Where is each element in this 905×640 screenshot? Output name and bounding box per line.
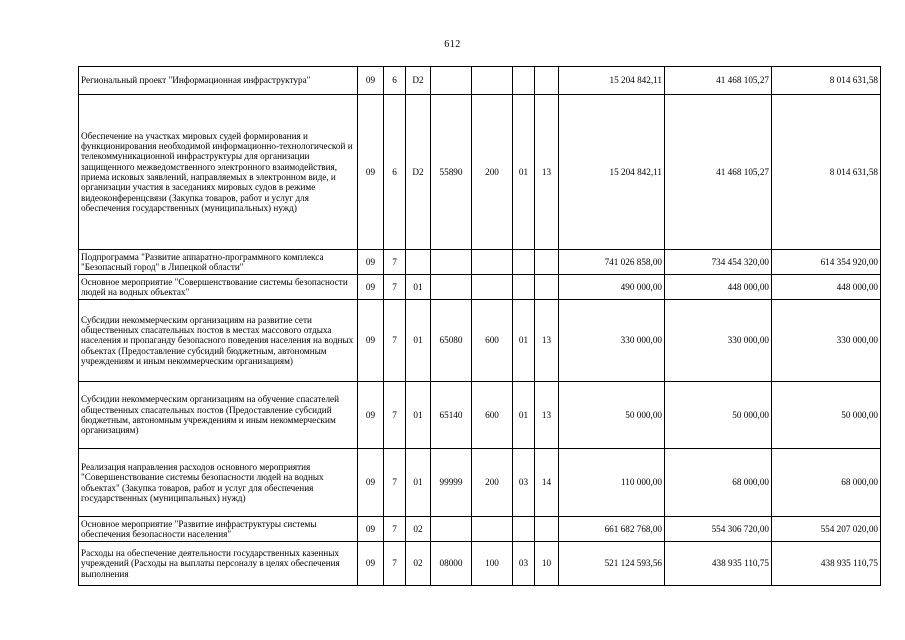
code-rz <box>513 67 535 95</box>
code-pr <box>535 250 559 275</box>
code-om: 01 <box>406 275 431 300</box>
amount-year1: 15 204 842,11 <box>559 67 665 95</box>
code-direction <box>431 250 472 275</box>
table-row <box>79 95 881 250</box>
code-vr: 200 <box>472 449 513 517</box>
amount-year1: 330 000,00 <box>559 300 665 382</box>
code-pp: 7 <box>384 517 406 542</box>
code-pp: 7 <box>384 300 406 382</box>
code-pr <box>535 517 559 542</box>
table-body <box>79 67 881 586</box>
code-om: D2 <box>406 95 431 250</box>
table-row <box>79 250 881 275</box>
amount-year1: 521 124 593,56 <box>559 542 665 586</box>
code-rz: 01 <box>513 382 535 449</box>
amount-year3: 68 000,00 <box>772 449 881 517</box>
amount-year2: 330 000,00 <box>665 300 772 382</box>
code-gp: 09 <box>358 95 384 250</box>
code-gp: 09 <box>358 67 384 95</box>
code-vr: 200 <box>472 95 513 250</box>
amount-year2: 554 306 720,00 <box>665 517 772 542</box>
code-gp: 09 <box>358 382 384 449</box>
code-pp: 7 <box>384 250 406 275</box>
code-pp: 7 <box>384 382 406 449</box>
code-vr <box>472 67 513 95</box>
amount-year3: 438 935 110,75 <box>772 542 881 586</box>
page-number: 612 <box>444 39 461 50</box>
code-gp: 09 <box>358 517 384 542</box>
code-om: 01 <box>406 382 431 449</box>
code-om: D2 <box>406 67 431 95</box>
code-pr <box>535 275 559 300</box>
amount-year1: 490 000,00 <box>559 275 665 300</box>
code-pr: 14 <box>535 449 559 517</box>
row-name: Субсидии некоммерческим организациям на развитие сети общественных спасательных постов в местах массового отдыха населения и пропаганду безопасного поведения населения на водных объектах (Предоставление субсидий бюджетным, автономным учреждениям и иным некоммерческим организациям) <box>79 300 358 382</box>
table-row <box>79 275 881 300</box>
code-vr <box>472 275 513 300</box>
code-rz: 01 <box>513 95 535 250</box>
code-direction: 65140 <box>431 382 472 449</box>
amount-year3: 8 014 631,58 <box>772 95 881 250</box>
code-pr: 13 <box>535 382 559 449</box>
row-name: Обеспечение на участках мировых судей формирования и функционирования необходимой информационно-технологической и телекоммуникационной инфраструктуры для организации защищенного межведомственного электронного взаимодействия, приема исковых заявлений, направляемых в электронном виде, и организации участия в заседаниях мировых судов в режиме видеоконференцсвязи (Закупка товаров, работ и услуг для обеспечения государственных (муниципальных) нужд) <box>79 95 358 250</box>
code-direction: 08000 <box>431 542 472 586</box>
code-rz <box>513 250 535 275</box>
table-row <box>79 300 881 382</box>
code-pr: 13 <box>535 300 559 382</box>
row-name: Субсидии некоммерческим организациям на обучение спасателей общественных спасательных постов (Предоставление субсидий бюджетным, автономным учреждениям и иным некоммерческим организациям) <box>79 382 358 449</box>
code-gp: 09 <box>358 250 384 275</box>
code-vr: 600 <box>472 300 513 382</box>
amount-year2: 41 468 105,27 <box>665 95 772 250</box>
table-row <box>79 67 881 95</box>
row-name: Основное мероприятие "Совершенствование системы безопасности людей на водных объектах" <box>79 275 358 300</box>
amount-year2: 68 000,00 <box>665 449 772 517</box>
amount-year3: 614 354 920,00 <box>772 250 881 275</box>
code-direction: 99999 <box>431 449 472 517</box>
budget-table <box>78 66 881 586</box>
code-pp: 7 <box>384 542 406 586</box>
code-gp: 09 <box>358 542 384 586</box>
amount-year2: 448 000,00 <box>665 275 772 300</box>
amount-year3: 330 000,00 <box>772 300 881 382</box>
amount-year3: 448 000,00 <box>772 275 881 300</box>
code-om: 01 <box>406 300 431 382</box>
amount-year2: 734 454 320,00 <box>665 250 772 275</box>
table-row <box>79 382 881 449</box>
amount-year1: 661 682 768,00 <box>559 517 665 542</box>
row-name: Региональный проект "Информационная инфраструктура" <box>79 67 358 95</box>
amount-year1: 110 000,00 <box>559 449 665 517</box>
code-gp: 09 <box>358 449 384 517</box>
code-rz: 03 <box>513 449 535 517</box>
amount-year3: 554 207 020,00 <box>772 517 881 542</box>
amount-year2: 50 000,00 <box>665 382 772 449</box>
code-direction <box>431 67 472 95</box>
code-om: 01 <box>406 449 431 517</box>
code-rz <box>513 517 535 542</box>
code-direction <box>431 517 472 542</box>
code-vr: 100 <box>472 542 513 586</box>
code-pp: 7 <box>384 275 406 300</box>
code-om: 02 <box>406 517 431 542</box>
code-gp: 09 <box>358 275 384 300</box>
table-row <box>79 542 881 586</box>
code-vr <box>472 250 513 275</box>
amount-year1: 50 000,00 <box>559 382 665 449</box>
code-gp: 09 <box>358 300 384 382</box>
code-pp: 6 <box>384 67 406 95</box>
table-row <box>79 449 881 517</box>
amount-year3: 50 000,00 <box>772 382 881 449</box>
code-pr: 10 <box>535 542 559 586</box>
amount-year1: 741 026 858,00 <box>559 250 665 275</box>
amount-year1: 15 204 842,11 <box>559 95 665 250</box>
code-direction: 65080 <box>431 300 472 382</box>
code-direction <box>431 275 472 300</box>
row-name: Расходы на обеспечение деятельности государственных казенных учреждений (Расходы на выплаты персоналу в целях обеспечения выполнения <box>79 542 358 586</box>
row-name: Подпрограмма "Развитие аппаратно-программного комплекса "Безопасный город" в Липецкой области" <box>79 250 358 275</box>
code-direction: 55890 <box>431 95 472 250</box>
code-pr: 13 <box>535 95 559 250</box>
code-pp: 6 <box>384 95 406 250</box>
amount-year3: 8 014 631,58 <box>772 67 881 95</box>
code-om <box>406 250 431 275</box>
code-vr <box>472 517 513 542</box>
amount-year2: 41 468 105,27 <box>665 67 772 95</box>
table-row <box>79 517 881 542</box>
row-name: Основное мероприятие "Развитие инфраструктуры системы обеспечения безопасности населения" <box>79 517 358 542</box>
code-rz: 03 <box>513 542 535 586</box>
code-rz <box>513 275 535 300</box>
row-name: Реализация направления расходов основного мероприятия "Совершенствование системы безопасности людей на водных объектах" (Закупка товаров, работ и услуг для обеспечения государственных (муниципальных) нужд) <box>79 449 358 517</box>
code-pp: 7 <box>384 449 406 517</box>
code-vr: 600 <box>472 382 513 449</box>
amount-year2: 438 935 110,75 <box>665 542 772 586</box>
code-rz: 01 <box>513 300 535 382</box>
code-pr <box>535 67 559 95</box>
code-om: 02 <box>406 542 431 586</box>
